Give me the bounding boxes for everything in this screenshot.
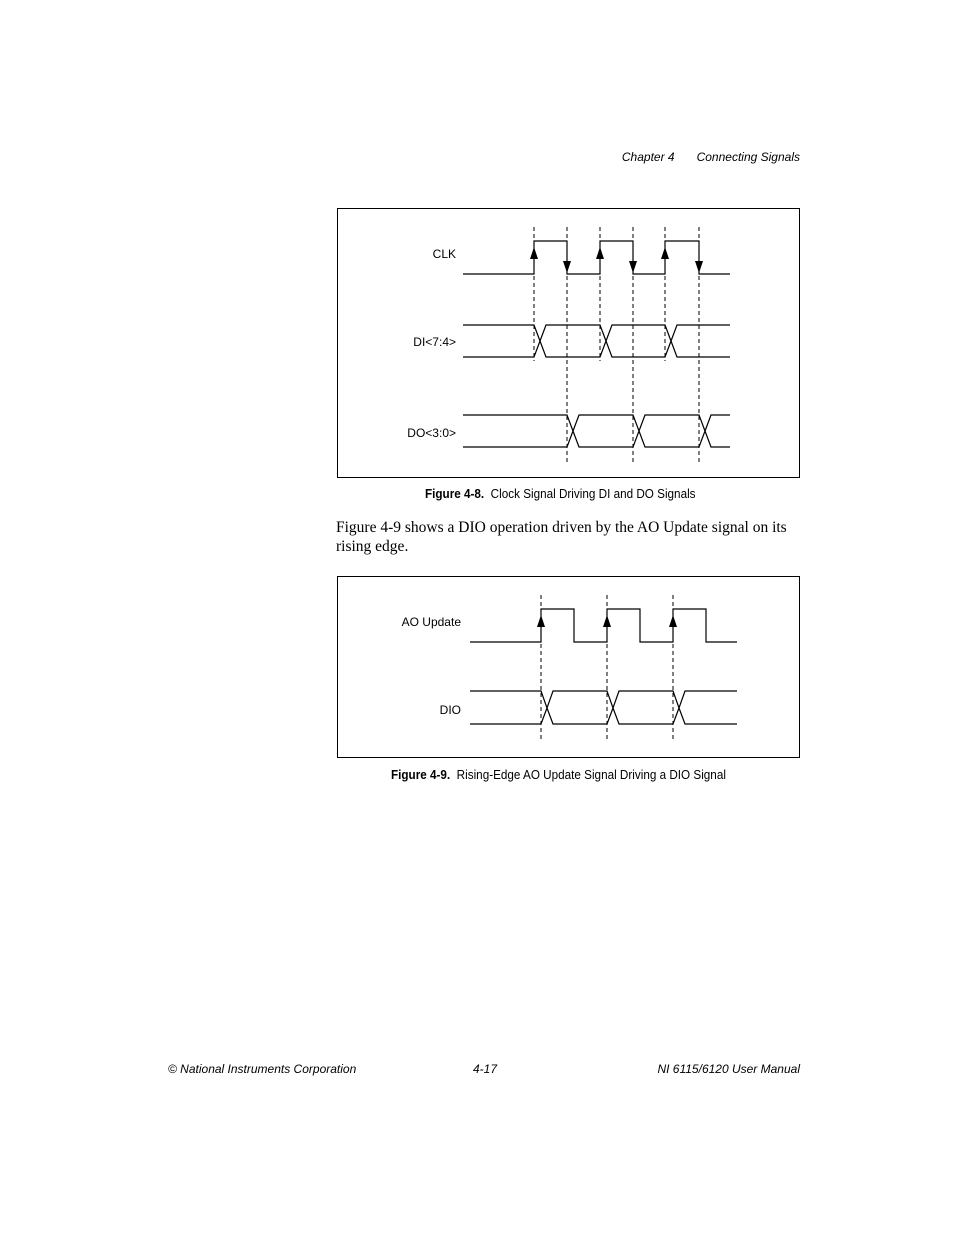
section-label: Connecting Signals	[696, 150, 800, 164]
chapter-label: Chapter 4	[621, 150, 675, 164]
signal-label-clk: CLK	[432, 247, 456, 261]
figure-4-9-diagram	[337, 576, 800, 758]
signal-label-ao-update: AO Update	[401, 615, 461, 629]
figure-4-8-diagram	[337, 208, 800, 478]
footer-manual-title: NI 6115/6120 User Manual	[657, 1062, 800, 1076]
page-header	[622, 150, 800, 164]
caption-number: Figure 4-9.	[391, 767, 451, 782]
signal-label-do: DO<3:0>	[407, 426, 456, 440]
footer-page-number: 4-17	[473, 1062, 498, 1076]
footer-copyright: © National Instruments Corporation	[168, 1062, 357, 1076]
signal-label-dio: DIO	[439, 703, 461, 717]
timing-diagram-4-9	[338, 577, 799, 757]
di-waveform	[463, 325, 730, 357]
dio-waveform	[470, 691, 737, 724]
clk-falling-arrows	[563, 261, 703, 273]
clk-rising-arrows	[530, 247, 669, 259]
ao-update-rising-arrows	[537, 615, 677, 627]
figure-4-9-caption	[391, 767, 726, 782]
do-waveform	[463, 415, 730, 447]
caption-text: Rising-Edge AO Update Signal Driving a DIO Signal	[456, 767, 726, 782]
caption-number: Figure 4-8.	[425, 486, 485, 501]
figure-4-8-caption	[425, 486, 696, 501]
dashed-guides	[534, 227, 699, 464]
timing-diagram-4-8	[338, 209, 799, 477]
caption-text: Clock Signal Driving DI and DO Signals	[490, 486, 696, 501]
body-paragraph: Figure 4-9 shows a DIO operation driven by the AO Update signal on its rising edge.	[336, 519, 787, 555]
signal-label-di: DI<7:4>	[413, 335, 456, 349]
